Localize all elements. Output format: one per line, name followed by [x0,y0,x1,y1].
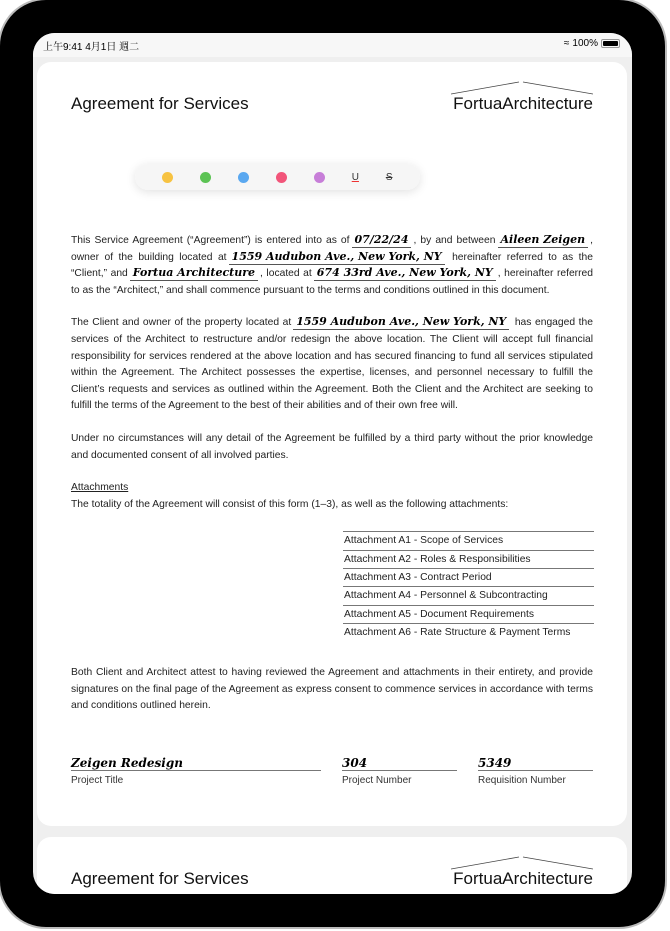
company-logo: FortuaArchitecture [453,94,593,113]
attachment-item: Attachment A1 - Scope of Services [343,531,594,549]
logo-roof-icon [451,856,593,870]
text: Under no circumstances will any detail of the Agreement be fulfilled by a third party without the prior knowledge [71,432,593,444]
requisition-number-block [478,755,593,786]
page-header [71,837,593,894]
text: This Service Agreement (“Agreement”) is entered into as of [71,235,350,246]
client-name-field[interactable]: Aileen Zeigen [498,233,589,248]
attachment-item: Attachment A2 - Roles & Responsibilities [343,550,594,568]
highlight-purple-button[interactable] [314,172,325,183]
battery-icon [601,39,620,48]
project-fields [71,755,593,786]
text: seeking to fulfill the terms of the Agreement to the best of their abilities and of their own free will. [71,383,593,412]
text: owner of the building located at [71,251,227,263]
status-bar [33,33,632,57]
wifi-icon: ≈ [563,38,570,49]
highlight-toolbar [135,164,420,190]
document-page-2 [37,837,627,894]
text: has engaged [514,317,576,329]
screen [33,33,632,894]
highlight-yellow-button[interactable] [162,172,173,183]
project-title-label: Project Title [71,774,124,786]
text: , hereinafter [497,268,554,280]
text: stipulated within the Agreement. The Architect possesses the expertise, licenses, and personnel necessary to [71,350,593,379]
text: hereinafter referred to as the [452,251,593,263]
status-time: 上午9:41 4月1日 週二 [43,42,140,53]
project-title-field[interactable]: Zeigen Redesign [71,755,321,771]
text: and conditions outlined herein. [71,700,211,712]
architect-address-field[interactable]: 674 33rd Ave., New York, NY [314,266,496,281]
agreement-body [71,233,593,513]
page-title: Agreement for Services [71,868,249,888]
highlight-green-button[interactable] [200,172,211,183]
highlight-pink-button[interactable] [276,172,287,183]
date-field[interactable]: 07/22/24 [352,233,412,248]
attachment-item: Attachment A5 - Document Requirements [343,605,594,623]
requisition-number-field[interactable]: 5349 [478,755,593,771]
attachment-item: Attachment A4 - Personnel & Subcontracting [343,586,594,604]
highlight-blue-button[interactable] [238,172,249,183]
company-logo: FortuaArchitecture [453,868,593,888]
text: signatures on the final page of the Agreement as express consent to commence services in accordance with terms [71,683,593,695]
project-number-field[interactable]: 304 [342,755,457,771]
text: Both Client and Architect attest to having reviewed the Agreement and attachments in their entirety, and provide [71,667,593,679]
building-address-field[interactable]: 1559 Audubon Ave., New York, NY [229,250,445,265]
text: referred to as the “Architect,” and shall commence pursuant to the terms and conditions outlined in this document. [71,268,593,296]
logo-roof-icon [451,81,593,95]
text: and documented consent of all involved parties. [71,449,289,461]
attachments-list [343,531,594,641]
attachments-heading: Attachments [71,482,129,494]
strikethrough-button[interactable]: S [385,171,393,183]
text: the services of the Architect to restructure and/or redesign the above location. The Client will accept full financial [71,317,593,345]
page-header [71,62,593,122]
project-number-block [342,755,457,786]
project-number-label: Project Number [342,774,412,786]
requisition-number-label: Requisition Number [478,774,566,786]
project-title-block [71,755,321,786]
paragraph-attestation [71,665,593,715]
text: , [590,235,593,246]
text: responsibility for services rendered at the above location and has secured financing to fund all services [71,350,546,362]
attachment-item: Attachment A3 - Contract Period [343,568,594,586]
attachment-item: Attachment A6 - Rate Structure & Payment Terms [343,623,594,641]
property-address-field[interactable]: 1559 Audubon Ave., New York, NY [293,315,509,330]
text: “Client,” and [71,268,128,280]
page-title: Agreement for Services [71,94,249,113]
paragraph-intro [71,233,593,299]
text: , by and between [413,235,496,246]
text: , located at [260,268,312,280]
underline-button[interactable]: U [351,171,359,183]
document-page-1 [37,62,627,826]
attachments-intro: The totality of the Agreement will consist of this form (1–3), as well as the following attachments: [71,498,509,510]
text: fulfill the Client’s requests and services as outlined within the Agreement. Both the Client and the Architect are [71,367,593,395]
architect-name-field[interactable]: Fortua Architecture [130,266,258,281]
paragraph-third-party [71,431,593,464]
paragraph-engagement [71,315,593,415]
battery-percent: 100% [572,38,598,49]
text: The Client and owner of the property located at [71,317,292,329]
toolbar-area [71,122,593,233]
